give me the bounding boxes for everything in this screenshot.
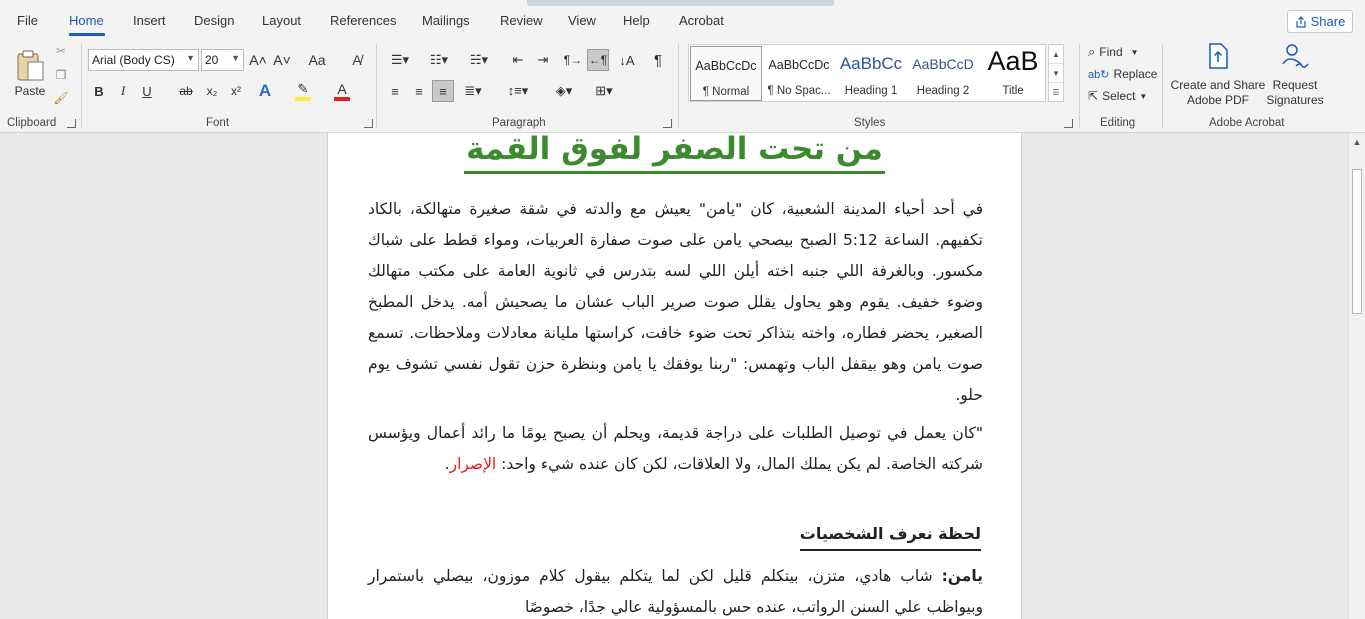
rtl-direction-icon[interactable]: ←¶ bbox=[587, 49, 609, 71]
font-launcher-icon[interactable] bbox=[364, 119, 373, 128]
paragraph-group-label: Paragraph bbox=[492, 117, 546, 129]
clipboard-launcher-icon[interactable] bbox=[67, 119, 76, 128]
style-no-spacing[interactable] bbox=[763, 46, 835, 101]
shading-icon[interactable]: ◈▾ bbox=[555, 83, 573, 98]
request-line1: Request bbox=[1272, 78, 1318, 92]
font-size-combo[interactable] bbox=[201, 49, 244, 71]
align-right-icon[interactable]: ≡ bbox=[432, 80, 454, 102]
font-size-value: 20 bbox=[205, 53, 219, 67]
watermark-logo bbox=[611, 575, 731, 619]
tab-insert[interactable]: Insert bbox=[133, 13, 166, 28]
create-share-pdf-button[interactable] bbox=[1170, 42, 1266, 110]
chevron-down-icon: ▼ bbox=[1130, 47, 1139, 57]
styles-group-label: Styles bbox=[854, 117, 886, 129]
document-title bbox=[328, 133, 1021, 174]
select-label: Select bbox=[1102, 89, 1136, 103]
title-search-strip bbox=[527, 0, 834, 6]
paragraph-1: في أحد أحياء المدينة الشعبية، كان "يامن" يعيش مع والدته في شقة صغيرة متهالكة، بالكاد تكفيهم. الساعة 5:12 الصبح بيصحي يامن على صوت صفارة العربيات، ومواء قطط على شباك مكسور. وبالغرفة اللي جنبه اخته أيلن اللي لسه بتدرس في ثانوية العامة على مكتب متهالك وضوء خفيف. يقوم وهو يحاول يقلل صوت صرير الباب عشان ما يصحيش أمه. يدخل المطبخ الصغير، يحضر فطاره، واخته بتذاكر تحت ضوء خافت، كراستها مليانة معادلات وملاحظات. تسمع صوت يامن وهو بيقفل الباب وتهمس: "ربنا يوفقك يا يامن وبنظرة حزن تقول نفسي تشوف يوم حلو. bbox=[368, 200, 983, 404]
replace-button[interactable] bbox=[1088, 64, 1158, 84]
align-left-icon[interactable]: ≡ bbox=[391, 83, 399, 99]
font-group-label: Font bbox=[206, 117, 230, 129]
gallery-down-icon[interactable]: ▼ bbox=[1049, 64, 1063, 83]
create-line2: Adobe PDF bbox=[1186, 93, 1250, 107]
clipboard-group-label: Clipboard bbox=[7, 117, 57, 129]
strikethrough-button[interactable]: ab bbox=[179, 84, 193, 98]
style-name: Heading 1 bbox=[844, 85, 898, 97]
style-sample: AaB bbox=[987, 46, 1039, 76]
grow-font-button[interactable]: A˄ bbox=[249, 52, 267, 68]
scroll-up-icon[interactable]: ▲ bbox=[1352, 137, 1362, 147]
group-separator bbox=[376, 44, 377, 128]
vertical-scrollbar[interactable] bbox=[1348, 133, 1365, 619]
chevron-down-icon: ▼ bbox=[231, 53, 240, 63]
styles-gallery bbox=[688, 44, 1046, 102]
bullets-icon[interactable]: ☰▾ bbox=[390, 52, 410, 67]
paragraph-2-text: "كان يعمل في توصيل الطلبات على دراجة قديمة، ويحلم أن يصبح يومًا ما رائد أعمال ويؤسس شركته الخاصة. لم يكن يملك المال، ولا العلاقات، لكن كان عنده شيء واحد: bbox=[368, 424, 983, 473]
align-center-icon[interactable]: ≡ bbox=[415, 83, 423, 99]
sort-icon[interactable]: ↓A bbox=[619, 52, 635, 68]
tab-references[interactable]: References bbox=[330, 13, 397, 28]
style-name: ¶ Normal bbox=[702, 86, 750, 98]
style-name: Title bbox=[1002, 85, 1024, 97]
highlighter-icon: ✎ bbox=[297, 81, 309, 96]
style-sample: AaBbCc bbox=[839, 54, 903, 73]
styles-gallery-scroll bbox=[1048, 44, 1064, 102]
copy-icon[interactable]: ❐ bbox=[55, 68, 67, 82]
tab-view[interactable]: View bbox=[568, 13, 596, 28]
group-separator bbox=[1162, 44, 1163, 128]
show-formatting-button[interactable]: ¶ bbox=[653, 51, 663, 69]
search-icon: ⌕ bbox=[1088, 44, 1096, 59]
multilevel-list-icon[interactable]: ☵▾ bbox=[469, 52, 489, 67]
style-heading-2[interactable] bbox=[907, 46, 979, 101]
numbering-icon[interactable]: ☷▾ bbox=[429, 52, 449, 67]
gallery-more-icon[interactable]: ☰ bbox=[1052, 88, 1060, 97]
tab-layout[interactable]: Layout bbox=[262, 13, 302, 28]
style-sample: AaBbCcDc bbox=[695, 59, 757, 73]
group-separator bbox=[81, 44, 82, 128]
style-sample: AaBbCcD bbox=[912, 56, 974, 72]
document-title-text: من تحت الصفر لفوق القمة bbox=[464, 133, 885, 174]
tab-help[interactable]: Help bbox=[623, 13, 650, 28]
share-button[interactable] bbox=[1287, 10, 1353, 33]
paragraph-3-text: شاب هادي، متزن، بيتكلم قليل لكن لما يتكلم بيقول كلام موزون، بيصلي باستمرار وبيواظب علي السنن الرواتب، عنده حس بالمسؤولية عالي جدًا، خصوصًا bbox=[368, 567, 983, 616]
tab-mailings[interactable]: Mailings bbox=[422, 13, 470, 28]
increase-indent-icon[interactable]: ⇥ bbox=[537, 52, 549, 67]
chevron-down-icon: ▼ bbox=[1139, 91, 1148, 101]
document-page[interactable] bbox=[327, 133, 1022, 619]
tab-review[interactable]: Review bbox=[500, 13, 543, 28]
group-separator bbox=[678, 44, 679, 128]
underline-button[interactable]: U bbox=[142, 83, 152, 99]
format-painter-icon[interactable]: 🖌 bbox=[53, 91, 69, 105]
font-color-swatch bbox=[334, 97, 350, 101]
tab-home[interactable]: Home bbox=[69, 13, 104, 28]
subscript-button[interactable]: x₂ bbox=[206, 84, 218, 98]
style-name: ¶ No Spac... bbox=[767, 85, 831, 97]
replace-label: Replace bbox=[1113, 67, 1158, 81]
request-line2: Signatures bbox=[1266, 93, 1324, 107]
text-effects-button[interactable]: A bbox=[258, 81, 272, 100]
tab-acrobat[interactable]: Acrobat bbox=[679, 13, 724, 28]
font-color-letter: A bbox=[337, 81, 347, 97]
paste-label: Paste bbox=[14, 84, 46, 98]
style-name: Heading 2 bbox=[916, 85, 970, 97]
section-heading: لحظة نعرف الشخصيات bbox=[800, 519, 981, 551]
share-icon bbox=[1295, 16, 1307, 28]
pdf-share-icon bbox=[1205, 42, 1231, 70]
bold-button[interactable]: B bbox=[94, 83, 104, 99]
font-name-combo[interactable] bbox=[88, 49, 199, 71]
document-area bbox=[0, 133, 1348, 619]
italic-button[interactable]: I bbox=[120, 83, 126, 98]
paragraph-2-end: . bbox=[444, 455, 450, 473]
highlight-button[interactable] bbox=[293, 80, 313, 102]
superscript-button[interactable]: x² bbox=[231, 84, 241, 98]
character-name: يامن: bbox=[941, 567, 983, 585]
acrobat-group-label: Adobe Acrobat bbox=[1209, 117, 1285, 129]
style-normal[interactable] bbox=[690, 46, 762, 101]
shrink-font-button[interactable]: A˅ bbox=[273, 52, 291, 68]
decrease-indent-icon[interactable]: ⇤ bbox=[512, 52, 524, 67]
select-cursor-icon: ⇱ bbox=[1088, 89, 1099, 103]
styles-launcher-icon[interactable] bbox=[1064, 119, 1073, 128]
select-button[interactable] bbox=[1088, 86, 1154, 106]
ribbon bbox=[0, 40, 1365, 133]
editing-group-label: Editing bbox=[1100, 117, 1136, 129]
ribbon-tabs-bar bbox=[0, 0, 1365, 40]
create-line1: Create and Share bbox=[1170, 78, 1266, 92]
gallery-up-icon[interactable]: ▲ bbox=[1049, 45, 1063, 64]
style-heading-1[interactable] bbox=[835, 46, 907, 101]
tab-file[interactable]: File bbox=[17, 13, 38, 28]
paragraph-launcher-icon[interactable] bbox=[663, 119, 672, 128]
justify-icon[interactable]: ≣▾ bbox=[464, 83, 482, 98]
request-signatures-button[interactable] bbox=[1264, 42, 1326, 110]
chevron-down-icon: ▼ bbox=[186, 53, 195, 63]
share-label: Share bbox=[1310, 14, 1346, 29]
paste-icon bbox=[15, 50, 45, 82]
replace-icon: ab↻ bbox=[1088, 68, 1110, 81]
highlighted-word: الإصرار bbox=[449, 455, 497, 473]
cut-icon[interactable]: ✂ bbox=[55, 44, 67, 58]
active-tab-indicator bbox=[69, 33, 105, 36]
clear-formatting-icon[interactable]: A̸ bbox=[352, 52, 362, 68]
find-label: Find bbox=[1099, 45, 1123, 59]
font-color-button[interactable] bbox=[332, 80, 352, 102]
style-sample: AaBbCcDc bbox=[768, 58, 830, 72]
change-case-button[interactable]: Aa bbox=[308, 52, 326, 68]
highlight-color-swatch bbox=[295, 97, 311, 101]
scroll-thumb[interactable] bbox=[1352, 169, 1362, 314]
style-title[interactable] bbox=[977, 46, 1049, 101]
borders-icon[interactable]: ⊞▾ bbox=[595, 83, 613, 98]
line-spacing-icon[interactable]: ↕≡▾ bbox=[507, 83, 529, 98]
find-button[interactable] bbox=[1088, 42, 1150, 62]
ltr-direction-icon[interactable]: ¶→ bbox=[563, 53, 583, 67]
paragraph-2 bbox=[368, 418, 983, 511]
paste-button[interactable] bbox=[10, 42, 50, 106]
signature-icon bbox=[1278, 42, 1312, 70]
group-separator bbox=[1079, 44, 1080, 128]
tab-design[interactable]: Design bbox=[194, 13, 235, 28]
font-name-value: Arial (Body CS) bbox=[92, 53, 175, 67]
